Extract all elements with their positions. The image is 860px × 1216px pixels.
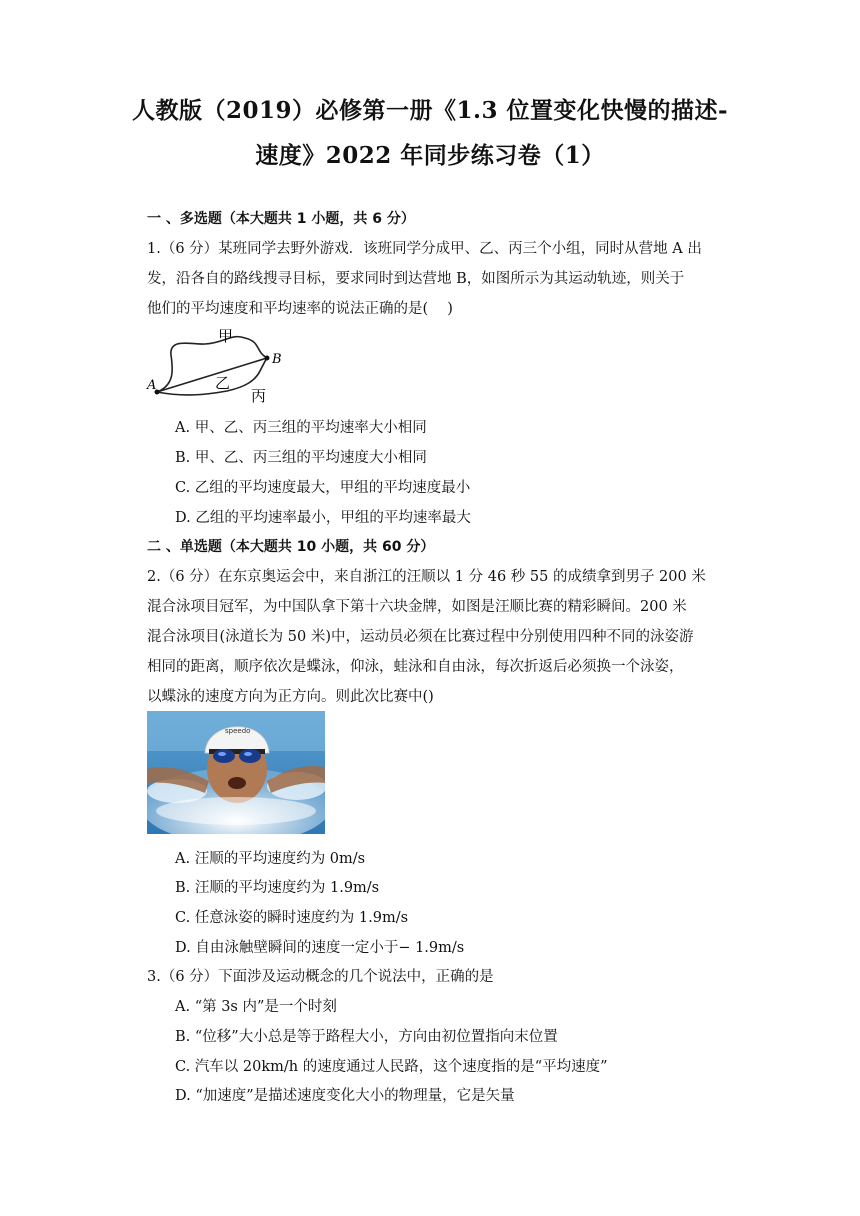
question-3-option-c: C. 汽车以 20km/h 的速度通过人民路，这个速度指的是“平均速度” xyxy=(175,1059,608,1075)
question-3-option-a: A. “第 3s 内”是一个时刻 xyxy=(175,999,337,1015)
question-1-text-line: 他们的平均速度和平均速率的说法正确的是( ) xyxy=(147,301,453,317)
question-3-text-line: 3.（6 分）下面涉及运动概念的几个说法中，正确的是 xyxy=(147,969,494,985)
question-2-text-line: 混合泳项目冠军，为中国队拿下第十六块金牌，如图是汪顺比赛的精彩瞬间。200 米 xyxy=(147,599,687,615)
section-heading-single-choice: 二 、单选题（本大题共 10 小题，共 60 分） xyxy=(147,539,435,555)
path-jia xyxy=(157,337,267,392)
question-1-option-c: C. 乙组的平均速度最大，甲组的平均速度最小 xyxy=(175,480,471,496)
question-1-text-line: 发，沿各自的路线搜寻目标，要求同时到达营地 B，如图所示为其运动轨迹，则关于 xyxy=(147,271,685,287)
question-2-option-a: A. 汪顺的平均速度约为 0m/s xyxy=(175,851,366,867)
question-1-text-line: 1.（6 分）某班同学去野外游戏．该班同学分成甲、乙、丙三个小组，同时从营地 A 出 xyxy=(147,241,702,257)
question-2-option-c: C. 任意泳姿的瞬时速度约为 1.9m/s xyxy=(175,910,409,926)
question-2-text-line: 相同的距离，顺序依次是蝶泳，仰泳，蛙泳和自由泳，每次折返后必须换一个泳姿， xyxy=(147,659,684,675)
question-3-option-b: B. “位移”大小总是等于路程大小，方向由初位置指向末位置 xyxy=(175,1029,558,1045)
question-2-option-d: D. 自由泳触壁瞬间的速度一定小于− 1.9m/s xyxy=(175,940,465,956)
swimmer-photo-illustration xyxy=(147,711,325,834)
label-yi: 乙 xyxy=(215,374,231,392)
label-jia: 甲 xyxy=(218,327,234,345)
swimmer-photo xyxy=(147,711,325,834)
point-b xyxy=(265,356,270,361)
label-bing: 丙 xyxy=(251,387,267,405)
question-1-option-b: B. 甲、乙、丙三组的平均速度大小相同 xyxy=(175,450,427,466)
question-1-option-d: D. 乙组的平均速率最小，甲组的平均速率最大 xyxy=(175,510,471,526)
trajectory-diagram xyxy=(145,325,290,410)
section-heading-multiple-choice: 一 、多选题（本大题共 1 小题，共 6 分） xyxy=(147,211,415,227)
question-2-text-line: 混合泳项目(泳道长为 50 米)中，运动员必须在比赛过程中分别使用四种不同的泳姿游 xyxy=(147,629,694,645)
label-a: A xyxy=(147,378,157,393)
question-3-option-d: D. “加速度”是描述速度变化大小的物理量，它是矢量 xyxy=(175,1088,515,1104)
trajectory-figure xyxy=(145,325,290,410)
question-2-text-line: 以蝶泳的速度方向为正方向。则此次比赛中() xyxy=(147,689,434,705)
label-b: B xyxy=(272,352,282,367)
question-2-option-b: B. 汪顺的平均速度约为 1.9m/s xyxy=(175,880,380,896)
page-title-line-2: 速度》2022 年同步练习卷（1） xyxy=(255,142,605,169)
page-title-line-1: 人教版（2019）必修第一册《1.3 位置变化快慢的描述- xyxy=(131,97,729,124)
question-1-option-a: A. 甲、乙、丙三组的平均速率大小相同 xyxy=(175,420,427,436)
question-2-text-line: 2.（6 分）在东京奥运会中，来自浙江的汪顺以 1 分 46 秒 55 的成绩拿到男子 200 米 xyxy=(147,569,706,585)
cap-logo-text: speedo xyxy=(225,727,251,735)
